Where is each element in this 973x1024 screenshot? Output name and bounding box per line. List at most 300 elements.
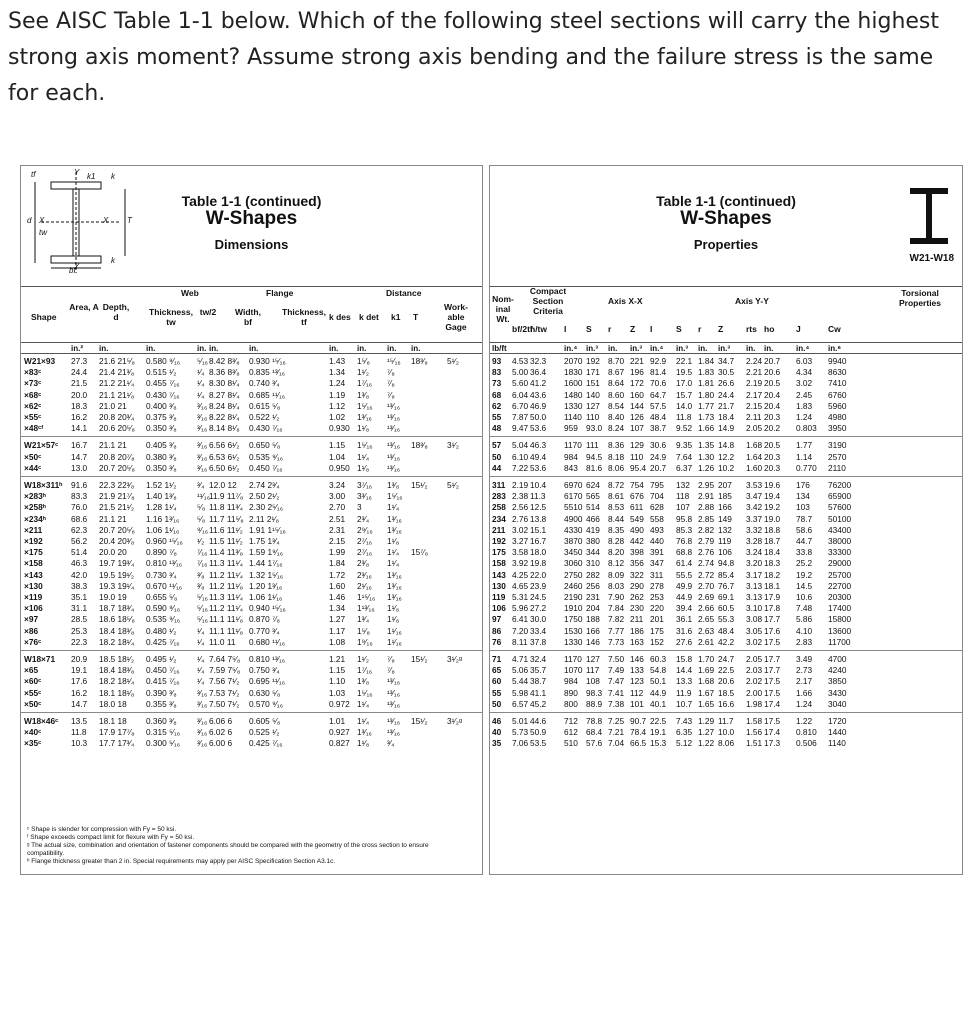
properties-cell: 20.5 [764, 378, 781, 389]
properties-cell: 19.4 [764, 491, 781, 502]
dimensions-cell: ×234ʰ [24, 513, 46, 524]
dimensions-cell: W18×71 [24, 654, 56, 664]
dimensions-cell: 1¹⁄₂ [357, 367, 369, 378]
unit-label: in. [387, 344, 397, 353]
properties-cell: 2.83 [796, 636, 813, 647]
properties-cell: 1750 [564, 614, 583, 625]
properties-cell: 38.7 [650, 423, 667, 434]
properties-cell: 1170 [564, 440, 582, 451]
dimensions-cell: ³⁄₁₆ [197, 716, 208, 726]
properties-cell: 2190 [564, 592, 583, 602]
properties-cell: 8630 [828, 367, 847, 378]
properties-cell: 85.4 [718, 569, 735, 580]
properties-cell: 4240 [828, 665, 847, 676]
properties-cell: 890 [564, 687, 578, 698]
dimensions-row [21, 491, 482, 501]
properties-cell: 3.13 [746, 592, 763, 602]
dimensions-cell: 21.0 21 [99, 400, 127, 411]
properties-cell: 8.28 [608, 536, 625, 546]
properties-cell: 20.3 [764, 412, 781, 422]
properties-cell: 211 [630, 614, 644, 625]
properties-cell: 230 [630, 603, 644, 614]
properties-cell: 1.77 [698, 400, 715, 411]
properties-cell: 103 [796, 502, 810, 513]
dimensions-cell: 11.7 11⁵⁄₈ [209, 513, 244, 524]
dimensions-cell: ×130 [24, 580, 43, 591]
properties-cell: 106 [718, 547, 732, 558]
properties-cell: 18.8 [764, 524, 781, 535]
unit-label: in.⁶ [828, 344, 842, 353]
col-tw-half: tw/2 [199, 307, 217, 317]
properties-cell: 2.66 [698, 603, 715, 614]
dimensions-cell: 1.44 1⁷⁄₁₆ [249, 558, 283, 569]
properties-cell: 106 [492, 603, 506, 614]
properties-cell: 754 [630, 480, 644, 490]
properties-row [490, 637, 962, 647]
properties-cell: 172 [630, 378, 644, 389]
properties-cell: 258 [492, 502, 506, 513]
dimensions-cell: 24.4 [71, 367, 88, 378]
properties-cell: 3.92 [512, 558, 529, 569]
properties-cell: 3430 [828, 687, 847, 698]
properties-cell: 24.7 [718, 654, 735, 664]
col-T: T [413, 312, 419, 322]
properties-row [490, 401, 962, 411]
properties-cell: 8.40 [608, 412, 625, 422]
properties-cell: 959 [564, 423, 578, 434]
dimensions-row [21, 525, 482, 535]
properties-cell: 24.5 [530, 592, 547, 602]
properties-cell: 38.7 [530, 676, 547, 687]
dimensions-cell: 1.27 [329, 614, 346, 625]
right-col-header: r [608, 324, 612, 334]
dimensions-cell: 35.1 [71, 592, 88, 602]
properties-cell: 11700 [828, 636, 851, 647]
unit-label: in.² [71, 344, 83, 353]
unit-label: in. [249, 344, 259, 353]
dimensions-cell: 6.00 6 [209, 738, 233, 749]
properties-cell: 11.7 [718, 716, 734, 726]
dimensions-cell: ⁷⁄₈ [387, 367, 395, 378]
properties-cell: 17.4 [764, 727, 781, 738]
dimensions-cell: 8.24 8¹⁄₄ [209, 400, 240, 411]
flange-group-header: Flange [266, 288, 294, 298]
left-table-caption: Dimensions [214, 237, 289, 252]
properties-cell: 6.10 [512, 451, 529, 462]
dimensions-cell: 1.06 1¹⁄₁₆ [249, 592, 283, 602]
properties-cell: 278 [650, 580, 664, 591]
properties-cell: 7.48 [796, 603, 813, 614]
right-col-header: Z [718, 324, 724, 334]
dimensions-cell: 15⁷⁄₈ [411, 547, 429, 558]
properties-cell: 2.19 [746, 378, 763, 389]
properties-cell: 6.70 [512, 400, 529, 411]
dimensions-row [21, 514, 482, 524]
properties-cell: 24.4 [718, 389, 735, 400]
dimensions-cell: 1³⁄₁₆ [387, 569, 402, 580]
properties-cell: 1.68 [746, 440, 763, 451]
dimensions-cell: 2.74 2³⁄₄ [249, 480, 280, 490]
properties-cell: 549 [630, 513, 644, 524]
dimensions-cell: 25.3 [71, 625, 88, 636]
dimensions-cell: 21.1 21 [99, 513, 127, 524]
properties-cell: 14.0 [676, 400, 693, 411]
group-divider [490, 476, 962, 477]
dimensions-cell: ³⁄₈ [197, 569, 205, 580]
properties-cell: 7.82 [608, 614, 625, 625]
dimensions-row [21, 665, 482, 675]
properties-cell: 38000 [828, 536, 852, 546]
properties-cell: 311 [492, 480, 506, 490]
dimensions-cell: ³⁄₈ [197, 580, 205, 591]
dimensions-cell: 8.22 8¹⁄₄ [209, 412, 240, 422]
properties-cell: 36.4 [530, 367, 547, 378]
properties-cell: 17.5 [764, 636, 781, 647]
unit-label: lb/ft [492, 344, 507, 353]
properties-row [490, 614, 962, 624]
col-area: Area, A [69, 302, 99, 312]
dimensions-row [21, 367, 482, 377]
properties-row [490, 536, 962, 546]
properties-cell: 127 [586, 400, 600, 411]
unit-label: in.³ [630, 344, 642, 353]
properties-cell: 380 [586, 536, 600, 546]
dimensions-cell: 17.6 [71, 676, 88, 687]
properties-cell: 25.2 [796, 558, 813, 569]
properties-cell: 3.17 [746, 569, 763, 580]
dimensions-cell: ×83ᶜ [24, 367, 42, 378]
dimensions-cell: 1¹⁄₁₆ [387, 625, 402, 636]
dimensions-cell: ¹³⁄₁₆ [387, 440, 401, 451]
dimensions-cell: 0.380 ³⁄₈ [146, 451, 177, 462]
dimensions-cell: 0.930 ¹⁵⁄₁₆ [249, 356, 286, 366]
dimensions-cell: 11.2 11¹⁄₈ [209, 580, 244, 591]
properties-cell: 8.70 [608, 356, 625, 366]
properties-cell: 1.98 [746, 698, 763, 709]
properties-cell: 311 [650, 569, 664, 580]
dimensions-row [21, 626, 482, 636]
properties-cell: 2.00 [746, 687, 763, 698]
properties-cell: 3.24 [746, 547, 763, 558]
properties-cell: 253 [650, 592, 664, 602]
properties-cell: 1830 [564, 367, 583, 378]
properties-cell: 3.49 [796, 654, 813, 664]
dimensions-cell: ³⁄₁₆ [197, 400, 208, 411]
dimensions-cell: ×192 [24, 536, 43, 546]
properties-cell: 98.3 [586, 687, 603, 698]
dimensions-cell: 1.17 [329, 625, 346, 636]
properties-cell: 984 [564, 451, 578, 462]
properties-cell: 110 [586, 412, 600, 422]
dimensions-cell: 1¹⁄₈ [387, 614, 400, 625]
properties-cell: 1170 [564, 654, 582, 664]
dimensions-cell: 18.7 18³⁄₄ [99, 603, 135, 614]
properties-cell: 3.20 [746, 558, 763, 569]
properties-cell: 6.41 [512, 614, 529, 625]
dimensions-cell: 0.835 ¹³⁄₁₆ [249, 367, 286, 378]
dimensions-cell: 56.2 [71, 536, 88, 546]
properties-cell: 64.7 [650, 389, 667, 400]
dimensions-cell: ³⁄₁₆ [197, 698, 208, 709]
properties-cell: 53.6 [530, 423, 547, 434]
dimensions-cell: 0.480 ¹⁄₂ [146, 625, 177, 636]
properties-cell: 6.57 [512, 698, 529, 709]
dimensions-cell: W18×46ᶜ [24, 716, 59, 726]
properties-cell: 1530 [564, 625, 583, 636]
properties-row [490, 581, 962, 591]
properties-cell: 8.06 [608, 462, 625, 473]
properties-cell: 13600 [828, 625, 852, 636]
properties-cell: 1910 [564, 603, 583, 614]
dimensions-cell: 3.00 [329, 491, 346, 502]
dimensions-cell: 0.455 ⁷⁄₁₆ [146, 378, 180, 389]
properties-cell: 19.0 [764, 513, 781, 524]
properties-cell: 71 [492, 654, 502, 664]
dimensions-cell: 0.685 ¹¹⁄₁₆ [249, 389, 286, 400]
dimensions-cell: 0.450 ⁷⁄₁₆ [249, 462, 283, 473]
dimensions-cell: ×158 [24, 558, 43, 569]
properties-cell: 186 [630, 625, 644, 636]
properties-cell: 2.05 [746, 423, 763, 434]
properties-cell: 43400 [828, 524, 852, 535]
properties-cell: 17.5 [764, 687, 781, 698]
right-col-header: S [676, 324, 682, 334]
dimensions-cell: 1.03 [329, 687, 346, 698]
dimensions-cell: 14.7 [71, 451, 88, 462]
dimensions-cell: 1³⁄₁₆ [387, 524, 402, 535]
properties-cell: 14.4 [676, 665, 693, 676]
dimensions-cell: 2³⁄₈ [357, 558, 370, 569]
dimensions-cell: 38.3 [71, 580, 88, 591]
dimensions-cell: 0.810 ¹³⁄₁₆ [249, 654, 286, 664]
dimensions-cell: ¹⁄₄ [197, 676, 205, 687]
properties-cell: 81.4 [650, 367, 667, 378]
dimensions-cell: 51.4 [71, 547, 88, 558]
properties-cell: 5.44 [512, 676, 529, 687]
properties-cell: 146 [586, 636, 600, 647]
dimensions-cell: 1¹⁄₄ [357, 698, 370, 709]
properties-cell: 1440 [828, 727, 847, 738]
properties-cell: 1720 [828, 716, 847, 726]
dimensions-cell: 1.34 [329, 367, 346, 378]
properties-cell: 94.8 [718, 558, 735, 569]
dimensions-cell: 1⁵⁄₁₆ [357, 400, 373, 411]
unit-label: in. [357, 344, 367, 353]
properties-cell: 33.4 [530, 625, 547, 636]
properties-cell: 8.61 [608, 491, 625, 502]
dimensions-cell: 6.06 6 [209, 716, 233, 726]
dimensions-row [21, 463, 482, 473]
dimensions-cell: 3¹⁄₂ [447, 440, 459, 451]
dimensions-cell: 18³⁄₈ [411, 356, 428, 366]
footnotes [27, 826, 467, 866]
properties-cell: 800 [564, 698, 578, 709]
properties-cell: 9.35 [676, 440, 693, 451]
properties-cell: 192 [586, 356, 600, 366]
properties-cell: 97 [492, 614, 502, 625]
properties-cell: 11.8 [676, 412, 692, 422]
dimensions-cell: 15¹⁄₂ [411, 480, 428, 490]
dimensions-cell: 1.60 [329, 580, 346, 591]
properties-cell: 8.54 [608, 400, 625, 411]
properties-cell: 2.91 [698, 491, 715, 502]
properties-cell: 1330 [564, 400, 583, 411]
properties-cell: 231 [586, 592, 600, 602]
dimensions-cell: 1¹⁄₈ [357, 462, 370, 473]
properties-cell: 15800 [828, 614, 852, 625]
unit-label: in. [99, 344, 109, 353]
dimensions-cell: 1¹⁄₄ [387, 547, 400, 558]
properties-cell: 13.3 [676, 676, 693, 687]
col-flange-thickness: Thickness, tf [282, 307, 326, 327]
dimensions-cell: 0.580 ⁹⁄₁₆ [146, 356, 181, 366]
dimensions-cell: ×35ᶜ [24, 738, 42, 749]
dimensions-cell: 62.3 [71, 524, 88, 535]
dimensions-cell: 68.6 [71, 513, 88, 524]
col-gage: Work-able Gage [444, 302, 468, 332]
dimensions-cell: ×62ᶜ [24, 400, 42, 411]
properties-row [490, 654, 962, 664]
dimensions-cell: 11.1 11¹⁄₈ [209, 614, 244, 625]
dimensions-cell: ×106 [24, 603, 43, 614]
properties-cell: 6760 [828, 389, 847, 400]
dimensions-cell: 11.0 11 [209, 636, 236, 647]
properties-cell: 76.7 [718, 580, 735, 591]
dimensions-cell: 0.430 ⁷⁄₁₆ [249, 423, 283, 434]
dimensions-cell: 20.6 20⁵⁄₈ [99, 423, 135, 434]
dimensions-cell: 46.3 [71, 558, 88, 569]
properties-cell: 158 [492, 558, 506, 569]
properties-cell: 19.2 [796, 569, 813, 580]
properties-cell: 101 [630, 698, 644, 709]
dimensions-cell: 1.15 [329, 665, 346, 676]
properties-row [490, 412, 962, 422]
dimensions-cell: 15¹⁄₂ [411, 654, 428, 664]
properties-cell: 1.80 [698, 389, 715, 400]
col-kdet: k det [359, 312, 379, 322]
properties-cell: 48 [492, 423, 502, 434]
properties-cell: 1.73 [698, 412, 715, 422]
dimensions-cell: W21×93 [24, 356, 56, 366]
dimensions-cell: ⁷⁄₈ [387, 378, 395, 389]
properties-cell: 8.64 [608, 378, 625, 389]
properties-cell: 3.53 [746, 480, 763, 490]
properties-cell: 628 [650, 502, 664, 513]
properties-cell: 12.2 [718, 451, 735, 462]
dimensions-cell: ×50ᶜ [24, 698, 42, 709]
dimensions-row [21, 558, 482, 568]
properties-row [490, 452, 962, 462]
properties-cell: 7.87 [512, 412, 529, 422]
properties-cell: 2.85 [698, 513, 715, 524]
properties-cell: 33.8 [796, 547, 813, 558]
dimensions-cell: ×50ᶜ [24, 451, 42, 462]
properties-cell: 32.3 [530, 356, 547, 366]
properties-cell: 175 [650, 625, 664, 636]
dimensions-cell: 21.1 21 [99, 440, 127, 451]
properties-cell: 7.22 [512, 462, 529, 473]
properties-cell: 7.90 [608, 592, 625, 602]
properties-cell: 1.81 [698, 378, 715, 389]
k-label-bottom: k [111, 256, 115, 265]
dimensions-cell: 0.940 ¹⁵⁄₁₆ [249, 603, 286, 614]
right-col-header: r [698, 324, 702, 334]
properties-cell: 27.6 [676, 636, 693, 647]
dimensions-cell: W21×57ᶜ [24, 440, 59, 451]
dimensions-cell: ³⁄₁₆ [197, 451, 208, 462]
properties-cell: 8.36 [608, 440, 625, 451]
properties-cell: 17.4 [764, 698, 781, 709]
unit-label: in. [209, 344, 219, 353]
properties-cell: 8.03 [608, 580, 625, 591]
properties-cell: 1.66 [796, 687, 813, 698]
properties-cell: 20300 [828, 592, 852, 602]
dimensions-cell: 1³⁄₁₆ [357, 727, 372, 738]
properties-row [490, 514, 962, 524]
properties-cell: 1070 [564, 665, 583, 676]
dimensions-row [21, 390, 482, 400]
properties-cell: 55 [492, 412, 502, 422]
dimensions-row [21, 378, 482, 388]
properties-cell: 5960 [828, 400, 847, 411]
unit-label: in. [329, 344, 339, 353]
dimensions-cell: 2.15 [329, 536, 346, 546]
dimensions-cell: 1.91 1¹⁵⁄₁₆ [249, 524, 286, 535]
properties-row [490, 502, 962, 512]
properties-row [490, 727, 962, 737]
properties-cell: 1.29 [698, 716, 715, 726]
dimensions-cell: 21.5 21¹⁄₂ [99, 502, 135, 513]
properties-cell: 70.6 [650, 378, 667, 389]
dimensions-cell: ³⁄₁₆ [197, 738, 208, 749]
dimensions-cell: ⁹⁄₁₆ [197, 524, 209, 535]
dimensions-cell: 18.0 18 [99, 698, 127, 709]
properties-cell: 15.8 [676, 654, 693, 664]
properties-cell: 22.1 [676, 356, 693, 366]
properties-cell: 19.1 [650, 727, 667, 738]
properties-cell: 20.3 [764, 462, 781, 473]
dimensions-cell: 1.28 1¹⁄₄ [146, 502, 177, 513]
dimensions-cell: 19.0 19 [99, 592, 127, 602]
properties-cell: 514 [586, 502, 600, 513]
properties-cell: 2.15 [746, 400, 763, 411]
dimensions-cell: ³⁄₁₆ [197, 462, 208, 473]
properties-cell: 43.6 [530, 389, 547, 400]
properties-cell: 18.7 [764, 536, 781, 546]
dimensions-cell: 0.430 ⁷⁄₁₆ [146, 389, 180, 400]
dimensions-cell: 12.0 12 [209, 480, 237, 490]
properties-cell: 283 [492, 491, 506, 502]
dimensions-cell: ×283ʰ [24, 491, 46, 502]
properties-cell: 676 [630, 491, 644, 502]
properties-cell: 2.95 [698, 480, 715, 490]
dimensions-cell: 1.59 1⁹⁄₁₆ [249, 547, 284, 558]
dimensions-cell: ¹³⁄₁₆ [387, 462, 401, 473]
properties-cell: 17.5 [764, 716, 781, 726]
properties-cell: 290 [630, 580, 644, 591]
properties-cell: 18.4 [764, 547, 781, 558]
properties-cell: 8.35 [608, 524, 625, 535]
dimensions-cell: 0.375 ³⁄₈ [146, 412, 177, 422]
properties-cell: 1.67 [698, 687, 715, 698]
k1-label: k1 [87, 172, 96, 181]
dimensions-cell: 0.730 ³⁄₄ [146, 569, 177, 580]
dimensions-cell: ×211 [24, 524, 43, 535]
dimensions-cell: 0.355 ³⁄₈ [146, 698, 177, 709]
properties-row [490, 558, 962, 568]
dimensions-cell: 1.84 [329, 558, 346, 569]
properties-cell: 3190 [828, 440, 847, 451]
